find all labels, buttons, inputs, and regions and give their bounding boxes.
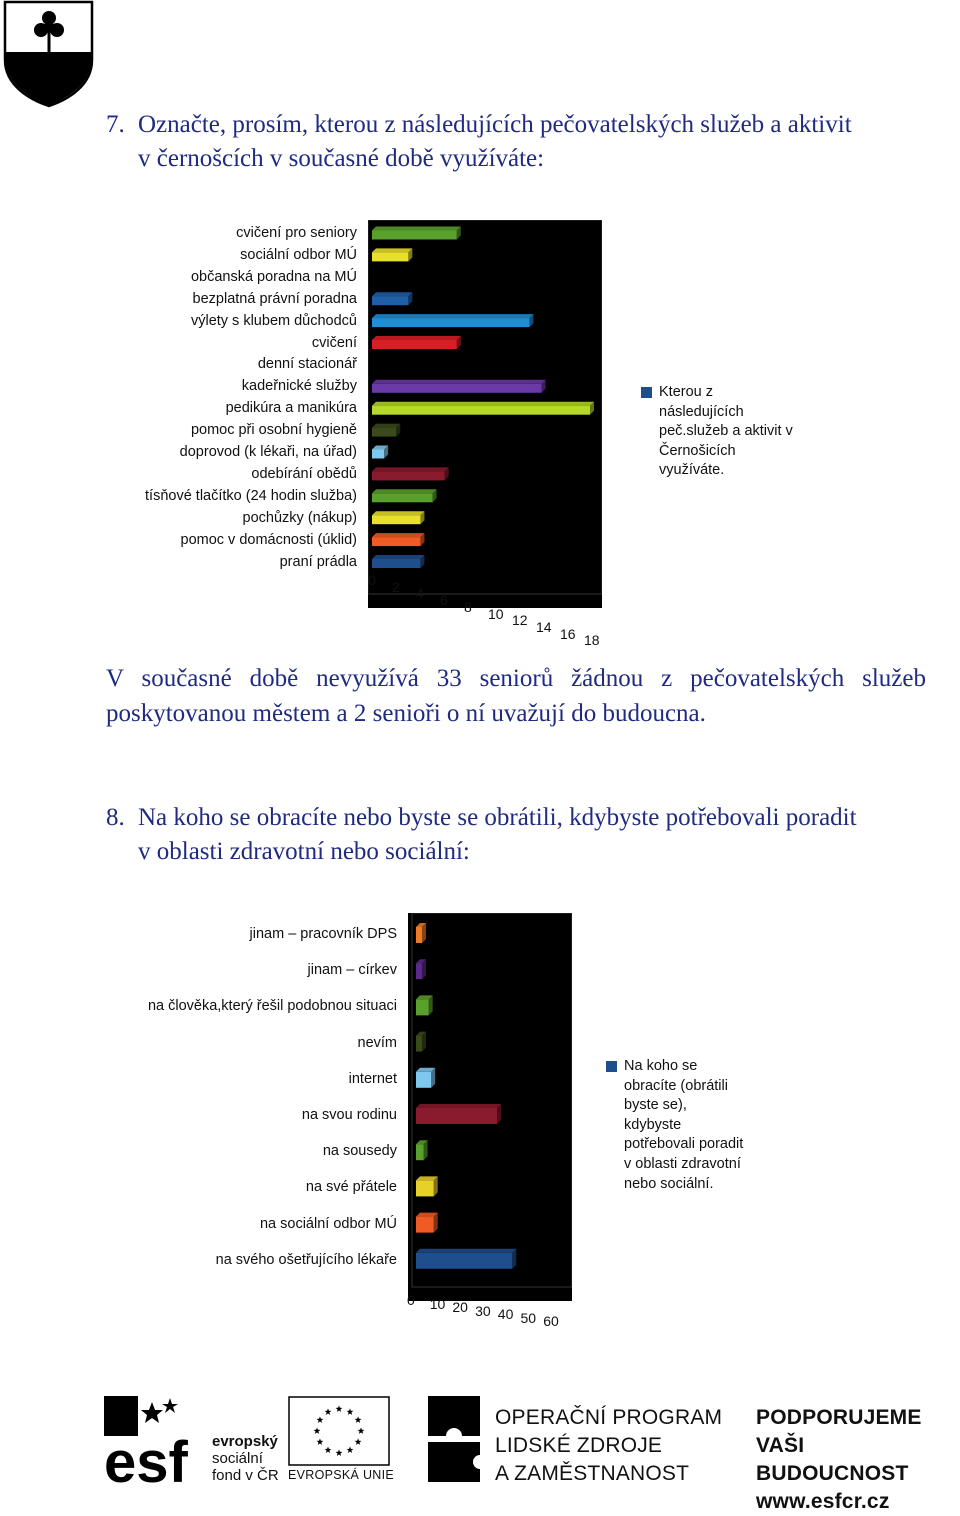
esf-line1: evropský [212, 1433, 278, 1450]
category-label: na sociální odbor MÚ [259, 1215, 397, 1232]
chart-8-legend [606, 1057, 786, 1197]
op-line3: A ZAMĚSTNANOST [495, 1462, 690, 1485]
category-label: denní stacionář [257, 356, 357, 373]
bar [416, 963, 422, 979]
question-text-line2: v černošcích v současné době využíváte: [138, 145, 545, 172]
bar [416, 1180, 434, 1196]
legend-swatch [606, 1061, 617, 1072]
category-label: doprovod (k lékaři, na úřad) [179, 444, 357, 460]
category-label: občanská poradna na MÚ [190, 268, 357, 285]
category-label: kadeřnické služby [241, 378, 357, 395]
x-tick-label: 12 [512, 612, 528, 629]
esf-logo [104, 1396, 208, 1484]
bar [416, 1253, 512, 1269]
category-label: odebírání obědů [251, 465, 357, 482]
legend-line: využíváte. [659, 462, 725, 479]
category-label: tísňové tlačítko (24 hodin služba) [145, 487, 357, 504]
op-text [495, 1404, 722, 1488]
support-text [756, 1404, 960, 1516]
legend-line: obracíte (obrátili [624, 1077, 728, 1094]
question-text-line1: Označte, prosím, kterou z následujících pečovatelských služeb a aktivit [138, 111, 852, 138]
bar [416, 1217, 434, 1233]
category-label: nevím [357, 1034, 397, 1051]
category-label: pochůzky (nákup) [242, 509, 357, 526]
support-line1: PODPORUJEME [756, 1406, 922, 1429]
category-label: praní prádla [279, 553, 357, 570]
category-label: cvičení [311, 334, 357, 351]
op-puzzle-logo [424, 1396, 486, 1482]
legend-line: potřebovali poradit [624, 1136, 744, 1153]
bar-top [416, 1104, 501, 1108]
category-label: výlety s klubem důchodců [190, 312, 357, 329]
legend-line: nebo sociální. [624, 1175, 714, 1192]
category-label: na svého ošetřujícího lékaře [215, 1251, 397, 1268]
x-tick-label: 0 [368, 572, 376, 588]
bar [416, 1144, 424, 1160]
legend-line: kdybyste [624, 1116, 682, 1133]
support-url: www.esfcr.cz [756, 1490, 890, 1513]
category-label: internet [348, 1070, 397, 1087]
x-tick-label: 8 [464, 598, 472, 615]
x-tick-label: 6 [440, 592, 448, 609]
x-tick-label: 50 [520, 1309, 537, 1326]
eu-flag-icon [288, 1396, 390, 1466]
category-label: sociální odbor MÚ [240, 246, 357, 263]
x-tick-label: 10 [488, 605, 504, 622]
question-text-line1: Na koho se obracíte nebo byste se obrátili, kdybyste potřebovali poradit [138, 804, 857, 831]
legend-line: Na koho se [624, 1058, 698, 1074]
category-label: jinam – církev [307, 962, 397, 979]
category-label: pomoc při osobní hygieně [190, 422, 357, 439]
x-tick-label: 20 [452, 1299, 468, 1315]
legend-line: Černošicích [659, 442, 736, 459]
question-number: 7. [106, 111, 125, 138]
svg-text:esf: esf [104, 1430, 188, 1484]
x-tick-label: 4 [416, 585, 424, 602]
chart-plot-wall [412, 913, 572, 1287]
bar [416, 1072, 431, 1088]
category-label: pomoc v domácnosti (úklid) [180, 531, 357, 548]
legend-line: Kterou z [659, 384, 713, 400]
category-label: na svou rodinu [301, 1107, 397, 1123]
bar-top [416, 1249, 516, 1253]
category-label: bezplatná právní poradna [192, 290, 357, 307]
bar [416, 1036, 422, 1052]
esf-line2: sociální [212, 1450, 263, 1467]
category-label: jinam – pracovník DPS [249, 926, 397, 942]
bar [416, 927, 422, 943]
question-number: 8. [106, 804, 125, 831]
bar [416, 1108, 497, 1124]
legend-line: následujících [659, 403, 744, 420]
legend-line: peč.služeb a aktivit v [659, 423, 793, 440]
op-line2: LIDSKÉ ZDROJE [495, 1434, 663, 1457]
x-tick-label: 2 [392, 578, 400, 595]
esf-line3: fond v ČR [212, 1467, 279, 1484]
legend-line: v oblasti zdravotní [624, 1155, 741, 1172]
x-tick-label: 0 [407, 1292, 415, 1308]
category-label: pedikúra a manikúra [225, 400, 357, 417]
op-line1: OPERAČNÍ PROGRAM [495, 1406, 723, 1429]
x-tick-label: 16 [560, 625, 576, 642]
x-tick-label: 10 [429, 1295, 446, 1312]
question-text-line2: v oblasti zdravotní nebo sociální: [138, 838, 470, 865]
summary-paragraph: V současné době nevyužívá 33 seniorů žádnou z pečovatelských služeb poskytovanou městem a 2 senioři o ní uvažují do budoucna. [106, 665, 926, 727]
chart-8-plot [408, 913, 572, 1301]
eu-label: EVROPSKÁ UNIE [288, 1468, 395, 1482]
x-tick-label: 60 [543, 1313, 559, 1329]
x-tick-label: 30 [475, 1302, 491, 1319]
x-tick-label: 40 [497, 1306, 514, 1322]
footer-logos [0, 1392, 960, 1513]
esf-caption [212, 1433, 279, 1484]
support-line2: VAŠI BUDOUCNOST [756, 1434, 909, 1485]
category-label: na své přátele [305, 1179, 397, 1196]
x-tick-label: 14 [536, 618, 552, 635]
category-label: na člověka,který řešil podobnou situaci [147, 998, 397, 1015]
category-label: cvičení pro seniory [236, 225, 357, 241]
legend-line: byste se), [624, 1097, 687, 1114]
x-tick-label: 18 [584, 632, 600, 649]
bar [416, 999, 429, 1015]
category-label: na sousedy [322, 1143, 397, 1160]
